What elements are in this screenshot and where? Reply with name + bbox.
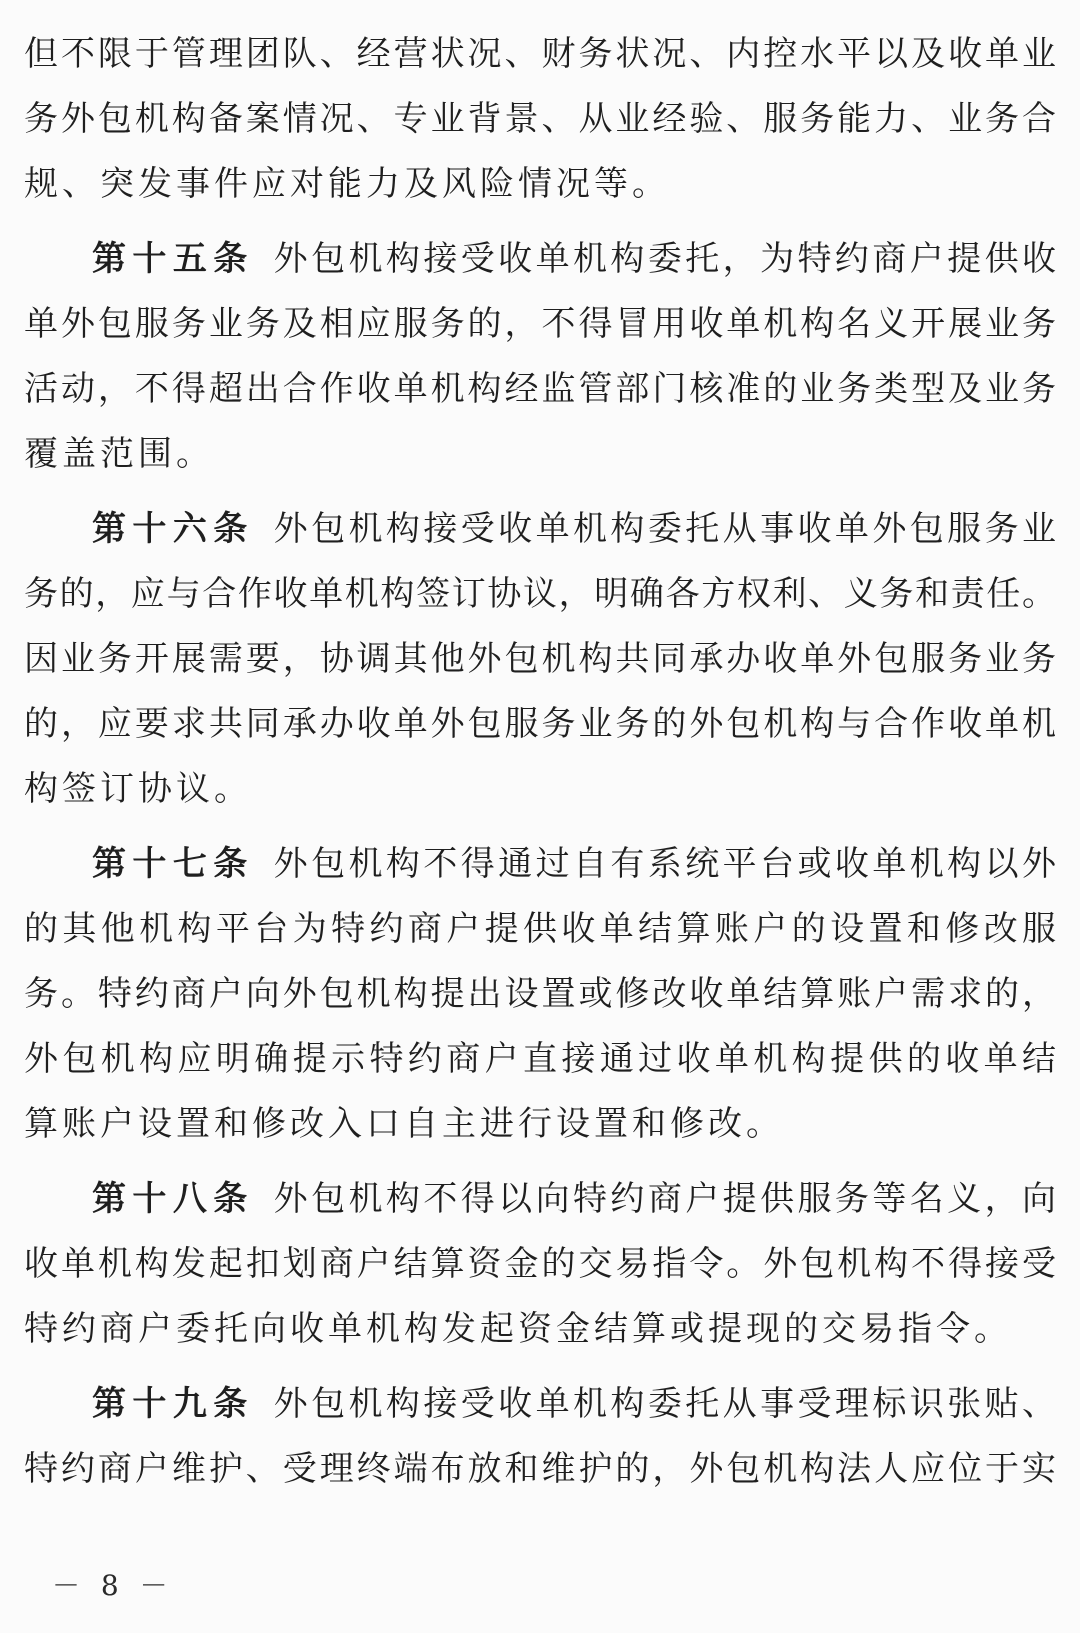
article-15-label: 第十五条 [92, 239, 254, 279]
article-19 [24, 1372, 1056, 1502]
article-17-line-text: 外包机构不得通过自有系统平台或收单机构以外 [273, 844, 1057, 884]
text-line: 因业务开展需要，协调其他外包机构共同承办收单外包服务业务 [24, 639, 1056, 679]
text-line: 构签订协议。 [24, 769, 252, 809]
text-line: 特约商户维护、受理终端布放和维护的，外包机构法人应位于实 [24, 1449, 1056, 1489]
text-line: 覆盖范围。 [24, 434, 214, 474]
article-18-line-text: 外包机构不得以向特约商户提供服务等名义，向 [273, 1179, 1057, 1219]
article-19-line-text: 外包机构接受收单机构委托从事受理标识张贴、 [273, 1384, 1057, 1424]
paragraph-continuation [24, 22, 1056, 217]
article-15 [24, 227, 1056, 487]
text-line [24, 832, 1056, 897]
text-line: 活动，不得超出合作收单机构经监管部门核准的业务类型及业务 [24, 369, 1056, 409]
page-number: － 8 － [52, 1569, 174, 1602]
text-line [24, 227, 1056, 292]
text-line: 务外包机构备案情况、专业背景、从业经验、服务能力、业务合 [24, 99, 1056, 139]
text-line: 务的，应与合作收单机构签订协议，明确各方权利、义务和责任。 [24, 574, 1056, 614]
text-line [24, 497, 1056, 562]
text-line: 但不限于管理团队、经营状况、财务状况、内控水平以及收单业 [24, 34, 1056, 74]
text-line: 的，应要求共同承办收单外包服务业务的外包机构与合作收单机 [24, 704, 1056, 744]
text-line: 外包机构应明确提示特约商户直接通过收单机构提供的收单结 [24, 1039, 1056, 1079]
document-body [24, 22, 1056, 1502]
text-line: 单外包服务业务及相应服务的，不得冒用收单机构名义开展业务 [24, 304, 1056, 344]
article-16-label: 第十六条 [92, 509, 254, 549]
article-17-label: 第十七条 [92, 844, 254, 884]
text-line [24, 1372, 1056, 1437]
text-line: 的其他机构平台为特约商户提供收单结算账户的设置和修改服 [24, 909, 1056, 949]
article-18 [24, 1167, 1056, 1362]
text-line: 规、突发事件应对能力及风险情况等。 [24, 164, 670, 204]
article-16-line-text: 外包机构接受收单机构委托从事收单外包服务业 [273, 509, 1057, 549]
text-line: 务。特约商户向外包机构提出设置或修改收单结算账户需求的， [24, 974, 1056, 1014]
article-19-label: 第十九条 [92, 1384, 254, 1424]
article-16 [24, 497, 1056, 822]
article-18-label: 第十八条 [92, 1179, 254, 1219]
text-line: 算账户设置和修改入口自主进行设置和修改。 [24, 1104, 784, 1144]
article-15-line-text: 外包机构接受收单机构委托，为特约商户提供收 [273, 239, 1057, 279]
text-line [24, 1167, 1056, 1232]
text-line: 特约商户委托向收单机构发起资金结算或提现的交易指令。 [24, 1309, 1012, 1349]
text-line: 收单机构发起扣划商户结算资金的交易指令。外包机构不得接受 [24, 1244, 1056, 1284]
article-17 [24, 832, 1056, 1157]
